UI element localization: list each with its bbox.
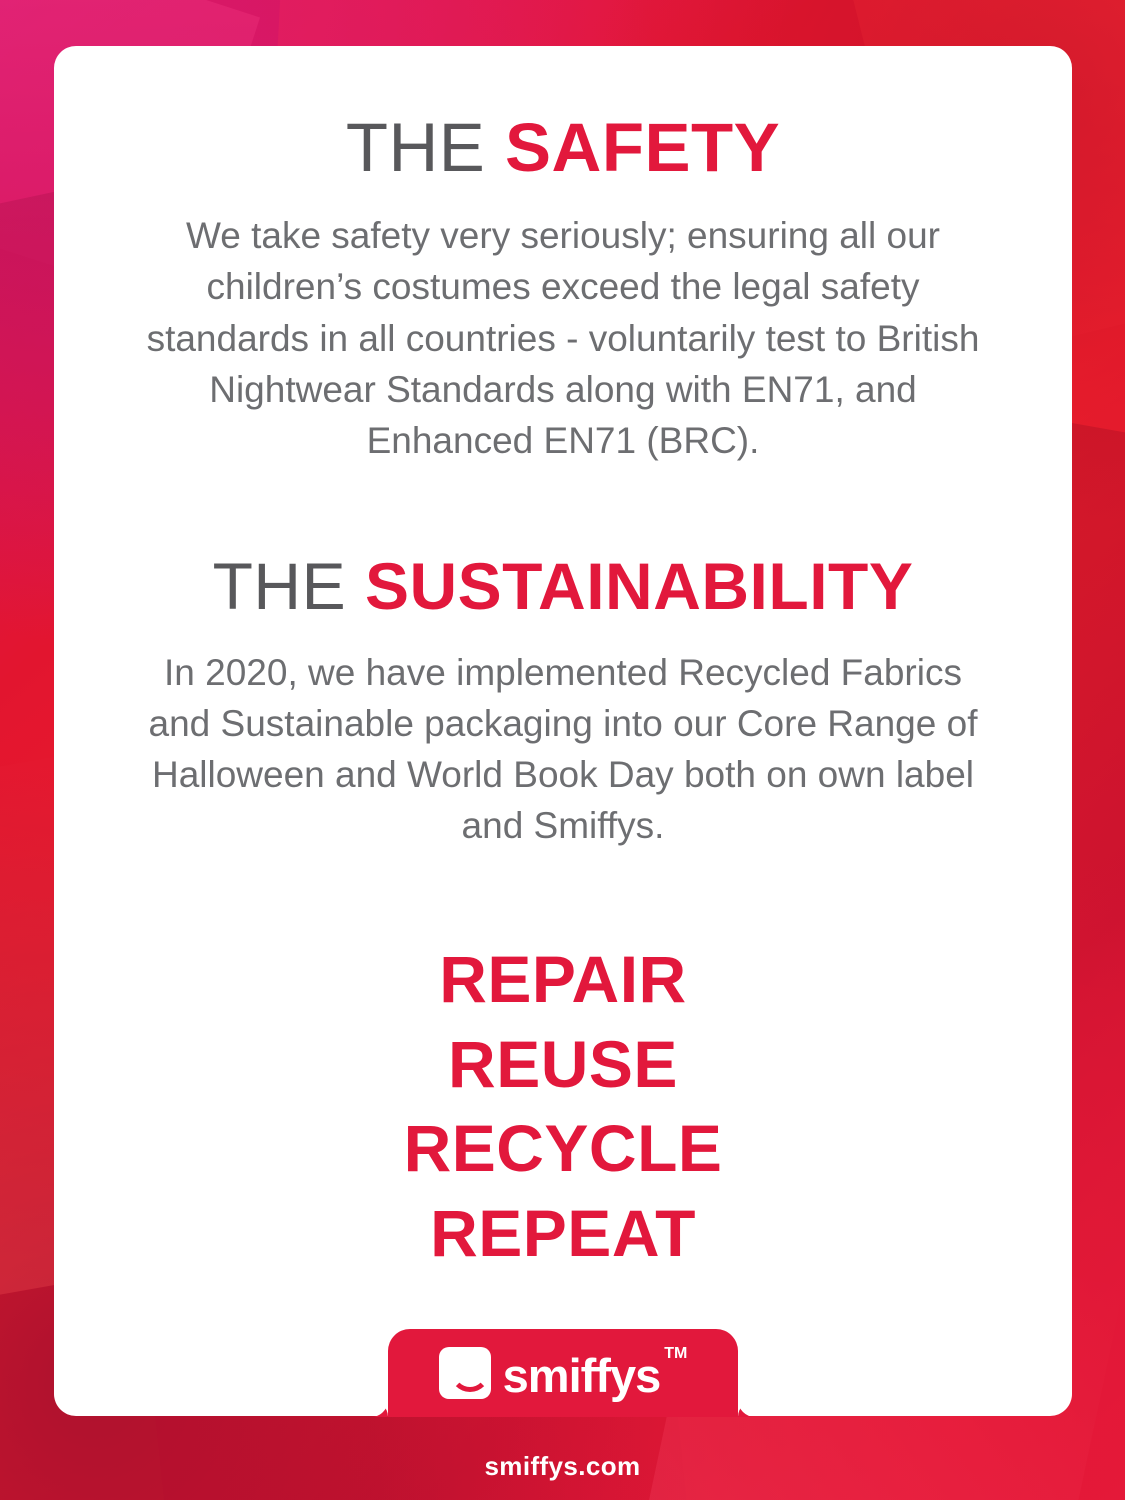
sustainability-body-text: In 2020, we have implemented Recycled Fabrics and Sustainable packaging into our Core Range of Halloween and World Book Day both on own label and Smiffys. — [148, 651, 978, 847]
smiffys-smile-icon — [439, 1347, 491, 1399]
brand-wordmark: smiffys — [502, 1348, 661, 1402]
website-url[interactable]: smiffys.com — [484, 1451, 641, 1481]
safety-heading-light: THE — [345, 109, 486, 186]
sustainability-heading-light: THE — [212, 548, 347, 623]
brand-logo-tab — [388, 1329, 738, 1417]
safety-heading — [110, 109, 1016, 186]
mantra-item-reuse: REUSE — [448, 1026, 678, 1101]
trademark-mark: TM — [664, 1345, 688, 1362]
mantra-item-repair: REPAIR — [439, 942, 687, 1017]
safety-heading-bold: SAFETY — [504, 109, 781, 186]
section-safety — [110, 109, 1016, 466]
sustainability-heading-bold: SUSTAINABILITY — [364, 548, 914, 623]
mantra-item-recycle: RECYCLE — [403, 1111, 723, 1186]
content-card — [54, 46, 1072, 1416]
mantra-item-repeat: REPEAT — [430, 1195, 696, 1270]
safety-body-text: We take safety very seriously; ensuring all our children’s costumes exceed the legal safety standards in all countries - voluntarily test to British Nightwear Standards along with EN71, and Enhanced EN71 (BRC). — [146, 215, 980, 461]
section-sustainability — [110, 548, 1016, 851]
mantra-list — [110, 937, 1016, 1275]
sustainability-heading — [110, 548, 1016, 623]
